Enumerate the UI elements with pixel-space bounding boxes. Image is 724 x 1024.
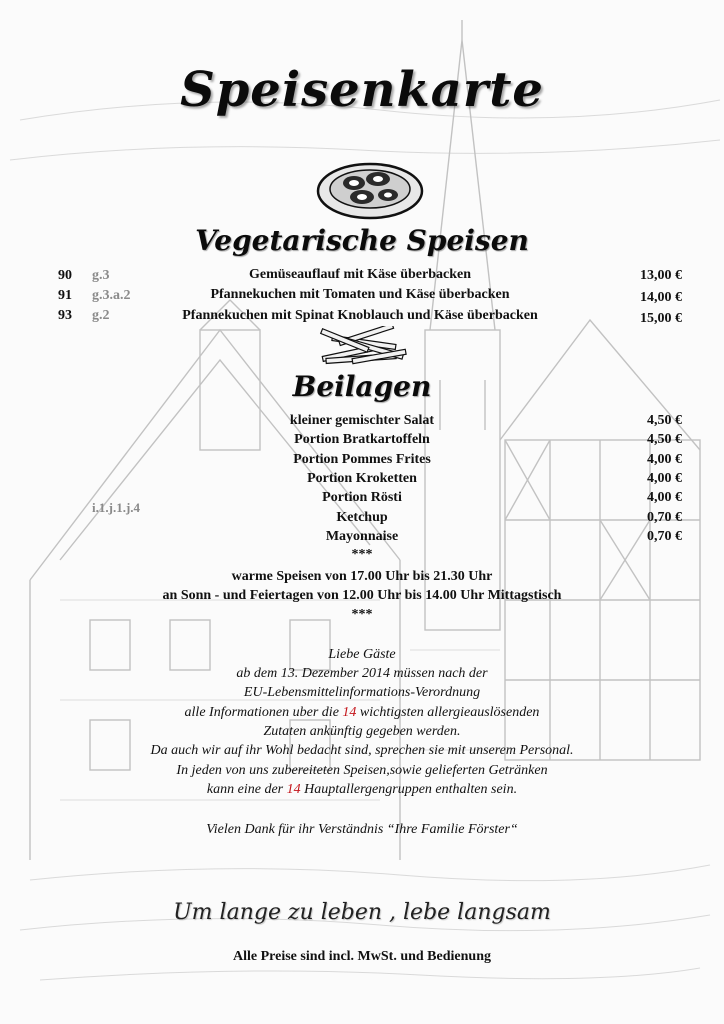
item-number: 90: [58, 268, 72, 283]
side-price: 4,00 €: [647, 471, 682, 486]
dish-price: 14,00 €: [640, 290, 682, 305]
separator: ***: [351, 547, 373, 562]
allergen-count: 14: [342, 705, 357, 720]
notice-line: ab dem 13. Dezember 2014 müssen nach der: [236, 666, 488, 681]
notice-greeting: Liebe Gäste: [328, 647, 396, 662]
dish-name: Gemüseauflauf mit Käse überbacken: [248, 267, 472, 282]
side-price: 4,50 €: [647, 432, 682, 447]
price-footer: Alle Preise sind incl. MwSt. und Bedienung: [232, 949, 491, 964]
side-name: Mayonnaise: [325, 529, 399, 544]
notice-line: [0, 780, 724, 799]
item-number: 93: [58, 308, 72, 323]
side-price: 0,70 €: [647, 510, 682, 525]
allergen-code: g.2: [92, 308, 110, 323]
notice-text: kann eine der: [206, 782, 287, 797]
allergen-code: g.3.a.2: [92, 288, 131, 303]
notice-line: Zutaten ankünftig gegeben werden.: [263, 724, 461, 739]
hours-line: warme Speisen von 17.00 Uhr bis 21.30 Uhr: [231, 569, 493, 584]
notice-text: Hauptallergengruppen enthalten sein.: [300, 782, 518, 797]
notice-line: In jeden von uns zubereiteten Speisen,sowie gelieferten Getränken: [176, 763, 548, 778]
side-price: 4,00 €: [647, 452, 682, 467]
notice-thanks: Vielen Dank für ihr Verständnis “Ihre Familie Förster“: [206, 822, 518, 837]
section-title-vegetarian: Vegetarische Speisen: [195, 224, 529, 257]
allergen-count: 14: [286, 782, 301, 797]
dish-price: 13,00 €: [640, 268, 682, 283]
side-name: Portion Kroketten: [307, 471, 417, 486]
dish-name: Pfannekuchen mit Spinat Knoblauch und Käse überbacken: [182, 308, 538, 323]
side-name: kleiner gemischter Salat: [289, 413, 435, 428]
section-title-sides: Beilagen: [292, 370, 432, 403]
fries-icon: [318, 326, 410, 368]
dish-price: 15,00 €: [640, 311, 682, 326]
plate-icon: [316, 155, 424, 221]
side-price: 4,00 €: [647, 490, 682, 505]
side-price: 4,50 €: [647, 413, 682, 428]
side-name: Ketchup: [336, 510, 388, 525]
hours-line: an Sonn - und Feiertagen von 12.00 Uhr bis 14.00 Uhr Mittagstisch: [162, 588, 562, 603]
sides-allergen-code: i.1.j.1.j.4: [92, 500, 141, 515]
notice-line: [0, 703, 724, 722]
notice-text: wichtigsten allergieauslösenden: [356, 705, 540, 720]
notice-text: alle Informationen uber die: [184, 705, 343, 720]
notice-line: Da auch wir auf ihr Wohl bedacht sind, sprechen sie mit unserem Personal.: [150, 743, 574, 758]
separator: ***: [351, 607, 373, 622]
allergen-code: g.3: [92, 268, 110, 283]
motto: Um lange zu leben , lebe langsam: [173, 900, 551, 925]
side-name: Portion Rösti: [322, 490, 402, 505]
dish-name: Pfannekuchen mit Tomaten und Käse überbacken: [210, 287, 510, 302]
side-name: Portion Pommes Frites: [293, 452, 431, 467]
side-name: Portion Bratkartoffeln: [294, 432, 430, 447]
page-title: Speisenkarte: [180, 62, 544, 118]
notice-line: EU-Lebensmittelinformations-Verordnung: [243, 685, 481, 700]
side-price: 0,70 €: [647, 529, 682, 544]
item-number: 91: [58, 288, 72, 303]
